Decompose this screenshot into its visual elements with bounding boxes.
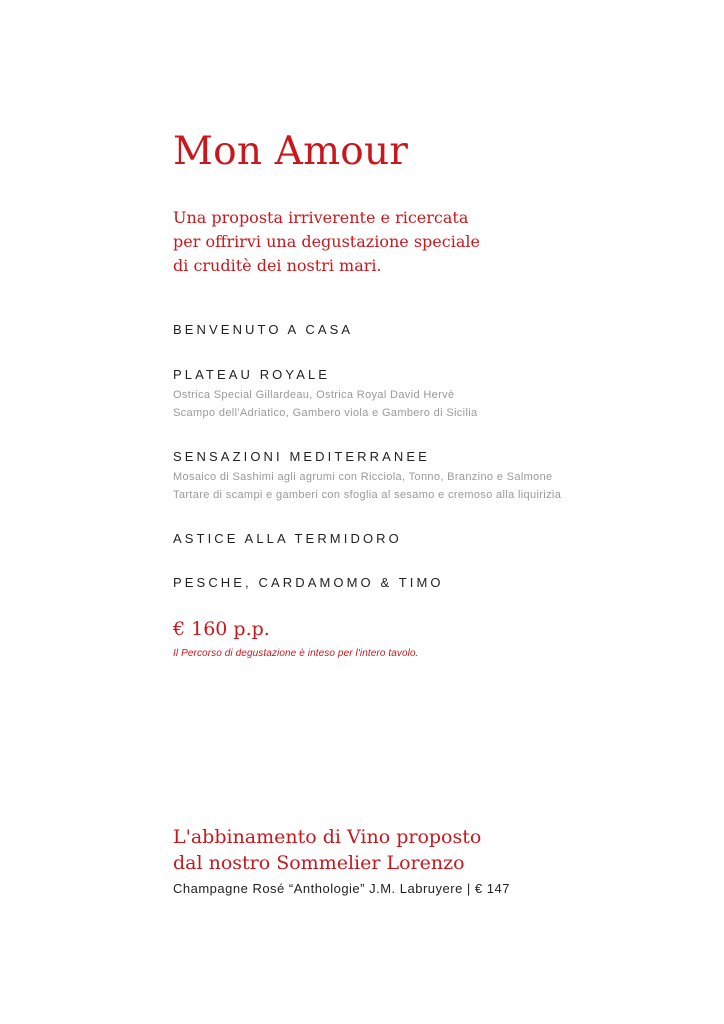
wine-title-line: L'abbinamento di Vino proposto <box>173 826 482 848</box>
description-line: Scampo dell'Adriatico, Gambero viola e Gambero di Sicilia <box>173 407 478 419</box>
course-astice-alla-termidoro: ASTICE ALLA TERMIDORO <box>173 531 402 546</box>
course-pesche-cardamomo-timo: PESCHE, CARDAMOMO & TIMO <box>173 575 444 590</box>
description-line: Tartare di scampi e gamberi con sfoglia al sesamo e cremoso alla liquirizia <box>173 489 562 501</box>
course-plateau-royale: PLATEAU ROYALE <box>173 367 331 382</box>
description-line: Mosaico di Sashimi agli agrumi con Ricciola, Tonno, Branzino e Salmone <box>173 471 553 483</box>
menu-title: Mon Amour <box>173 129 409 174</box>
description-line: Ostrica Special Gillardeau, Ostrica Royal David Hervè <box>173 389 455 401</box>
intro-line: Una proposta irriverente e ricercata <box>173 208 469 227</box>
wine-pairing-title <box>173 824 481 876</box>
course-sensazioni-mediterranee: SENSAZIONI MEDITERRANEE <box>173 449 430 464</box>
course-description <box>173 386 478 422</box>
menu-note: Il Percorso di degustazione è inteso per l'intero tavolo. <box>173 648 419 659</box>
menu-price: € 160 p.p. <box>173 618 270 640</box>
wine-pairing-detail: Champagne Rosé “Anthologie” J.M. Labruyere | € 147 <box>173 881 510 896</box>
menu-intro <box>173 206 480 278</box>
course-description <box>173 468 561 504</box>
wine-title-line: dal nostro Sommelier Lorenzo <box>173 852 465 874</box>
intro-line: per offrirvi una degustazione speciale <box>173 232 480 251</box>
intro-line: di cruditè dei nostri mari. <box>173 256 382 275</box>
course-benvenuto-a-casa: BENVENUTO A CASA <box>173 322 354 337</box>
